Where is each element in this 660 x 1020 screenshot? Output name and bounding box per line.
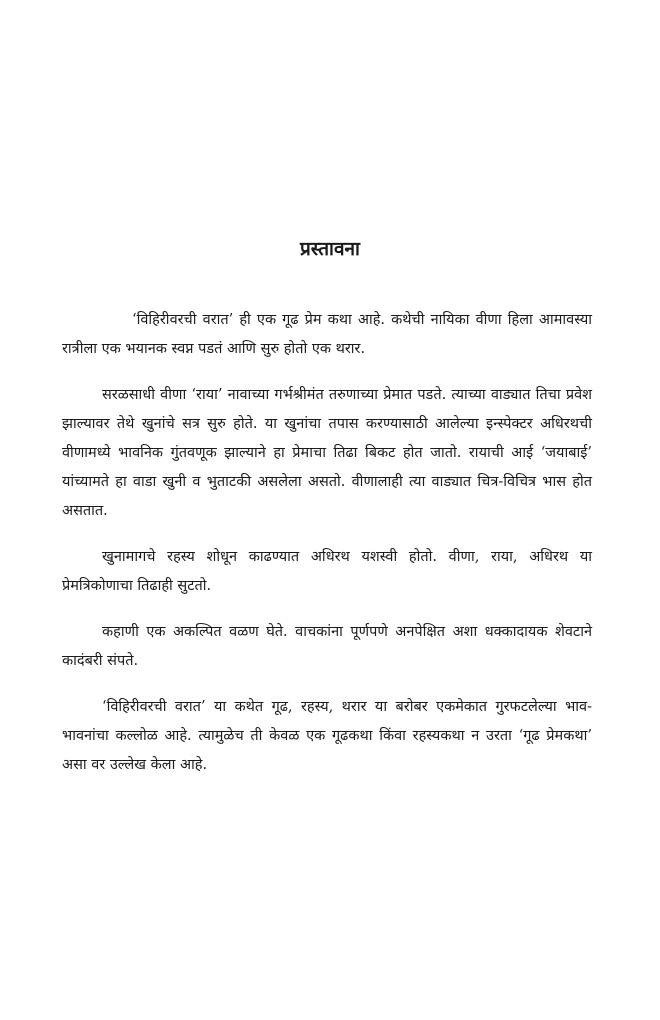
paragraph-5: ‘विहिरीवरची वरात’ या कथेत गूढ, रहस्य, थरार या बरोबर एकमेकात गुरफटलेल्या भाव-भावनांचा कल्लोळ आहे. त्यामुळेच ती केवळ एक गूढकथा किंवा रहस्यकथा न उरता ‘गूढ प्रेमकथा’ असा वर उल्लेख केला आहे. (62, 699, 592, 773)
paragraph-3: खुनामागचे रहस्य शोधून काढण्यात अधिरथ यशस्वी होतो. वीणा, राया, अधिरथ या प्रेमत्रिकोणाचा तिढाही सुटतो. (62, 549, 592, 594)
paragraph-2: सरळसाधी वीणा ‘राया’ नावाच्या गर्भश्रीमंत तरुणाच्या प्रेमात पडते. त्याच्या वाड्यात तिचा प्रवेश झाल्यावर तेथे खुनांचे सत्र सुरु होते. या खुनांचा तपास करण्यासाठी आलेल्या इन्स्पेक्टर अधिरथची वीणामध्ये भावनिक गुंतवणूक झाल्याने हा प्रेमाचा तिढा बिकट होत जातो. रायाची आई ‘जयाबाई’ यांच्यामते हा वाडा खुनी व भुताटकी असलेला असतो. वीणालाही त्या वाड्यात चित्र-विचित्र भास होत असतात. (62, 387, 592, 519)
preface-body (62, 306, 592, 797)
paragraph-1: ‘विहिरीवरची वरात’ ही एक गूढ प्रेम कथा आहे. कथेची नायिका वीणा हिला आमावस्या रात्रीला एक भयानक स्वप्न पडतं आणि सुरु होतो एक थरार. (62, 312, 592, 357)
page-title: प्रस्तावना (300, 237, 360, 260)
paragraph-4: कहाणी एक अकल्पित वळण घेते. वाचकांना पूर्णपणे अनपेक्षित अशा धक्कादायक शेवटाने कादंबरी संपते. (62, 624, 592, 669)
